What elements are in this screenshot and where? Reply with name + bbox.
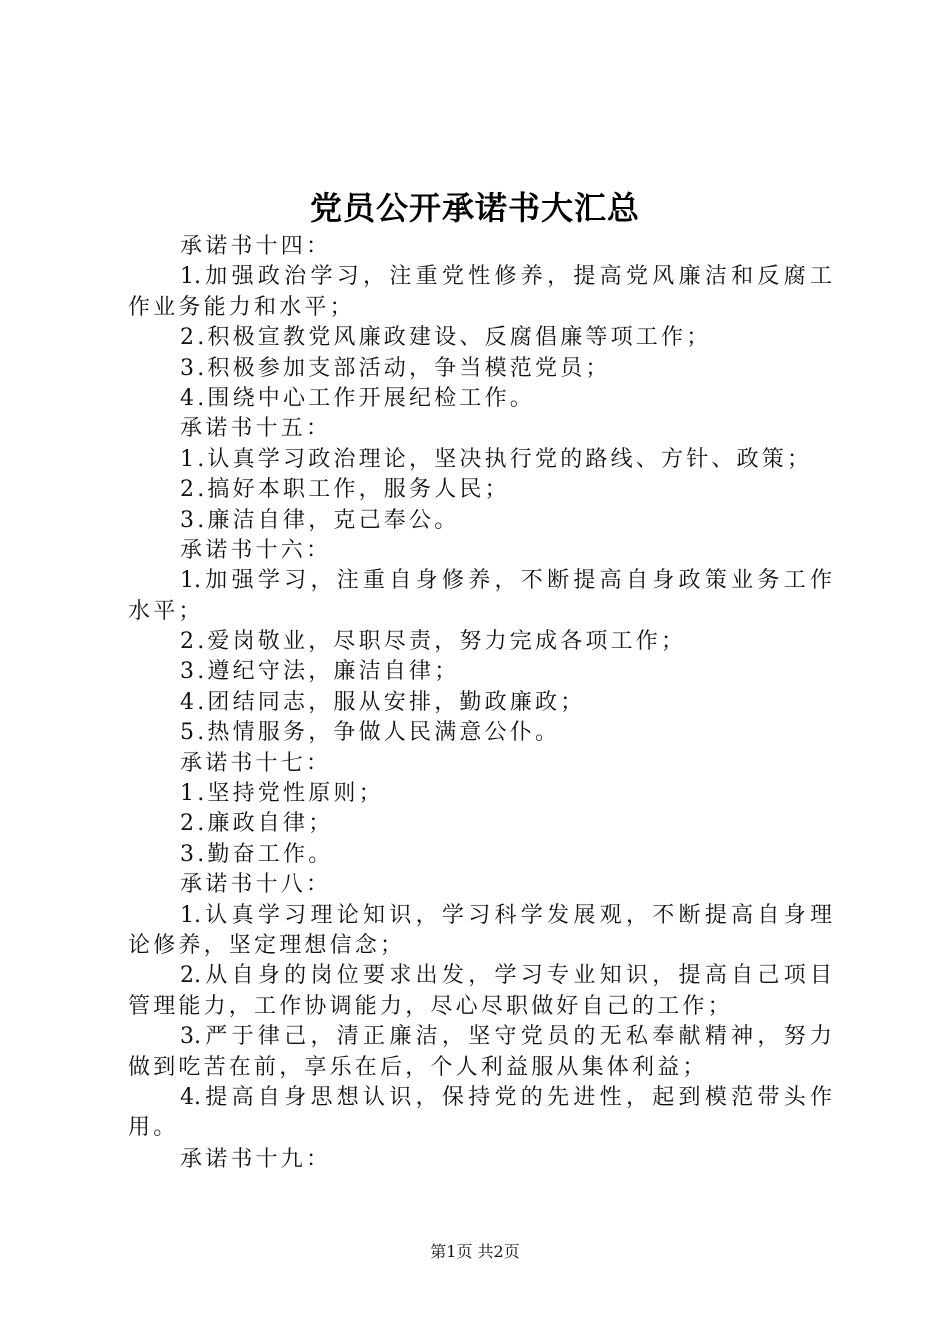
section-heading-19: 承诺书十九： <box>180 1146 332 1172</box>
paragraph-line: 1.加强政治学习，注重党性修养，提高党风廉洁和反腐工 <box>180 264 832 290</box>
paragraph-line: 做到吃苦在前，享乐在后，个人利益服从集体利益； <box>128 1054 708 1080</box>
paragraph-line: 1.认真学习政治理论，坚决执行党的路线、方针、政策； <box>180 446 813 472</box>
document-title: 党员公开承诺书大汇总 <box>309 189 640 227</box>
paragraph-line: 2.搞好本职工作，服务人民； <box>180 477 510 503</box>
paragraph-line: 3.遵纪守法，廉洁自律； <box>180 659 460 685</box>
section-heading-14: 承诺书十四： <box>180 234 332 259</box>
section-heading-17: 承诺书十七： <box>180 750 332 776</box>
paragraph-line: 3.严于律己，清正廉洁，坚守党员的无私奉献精神，努力 <box>180 1024 832 1050</box>
paragraph-line: 4.提高自身思想认识，保持党的先进性，起到模范带头作 <box>180 1084 832 1110</box>
paragraph-line: 作业务能力和水平； <box>128 294 355 320</box>
paragraph-line: 管理能力，工作协调能力，尽心尽职做好自己的工作； <box>128 993 733 1019</box>
paragraph-line: 4.围绕中心工作开展纪检工作。 <box>180 385 535 411</box>
paragraph-line: 5.热情服务，争做人民满意公仆。 <box>180 720 561 746</box>
section-heading-15: 承诺书十五： <box>180 416 332 442</box>
paragraph-line: 2.从自身的岗位要求出发，学习专业知识，提高自己项目 <box>180 963 832 989</box>
paragraph-line: 3.积极参加支部活动，争当模范党员； <box>180 355 611 381</box>
paragraph-line: 水平； <box>128 598 204 624</box>
paragraph-line: 用。 <box>128 1115 179 1141</box>
section-heading-18: 承诺书十八： <box>180 872 332 898</box>
paragraph-line: 1.坚持党性原则； <box>180 781 384 807</box>
paragraph-line: 1.认真学习理论知识，学习科学发展观，不断提高自身理 <box>180 902 832 928</box>
document-body <box>128 232 832 1176</box>
paragraph-line: 2.积极宣教党风廉政建设、反腐倡廉等项工作； <box>180 325 712 351</box>
section-heading-16: 承诺书十六： <box>180 537 332 563</box>
page-number-footer: 第1页 共2页 <box>430 1242 520 1261</box>
paragraph-line: 1.加强学习，注重自身修养，不断提高自身政策业务工作 <box>180 568 832 594</box>
paragraph-line: 论修养，坚定理想信念； <box>128 932 406 958</box>
paragraph-line: 3.勤奋工作。 <box>180 841 334 867</box>
paragraph-line: 2.廉政自律； <box>180 811 334 837</box>
paragraph-line: 4.团结同志，服从安排，勤政廉政； <box>180 689 586 715</box>
paragraph-line: 3.廉洁自律，克己奉公。 <box>180 507 460 533</box>
paragraph-line: 2.爱岗敬业，尽职尽责，努力完成各项工作； <box>180 629 687 655</box>
